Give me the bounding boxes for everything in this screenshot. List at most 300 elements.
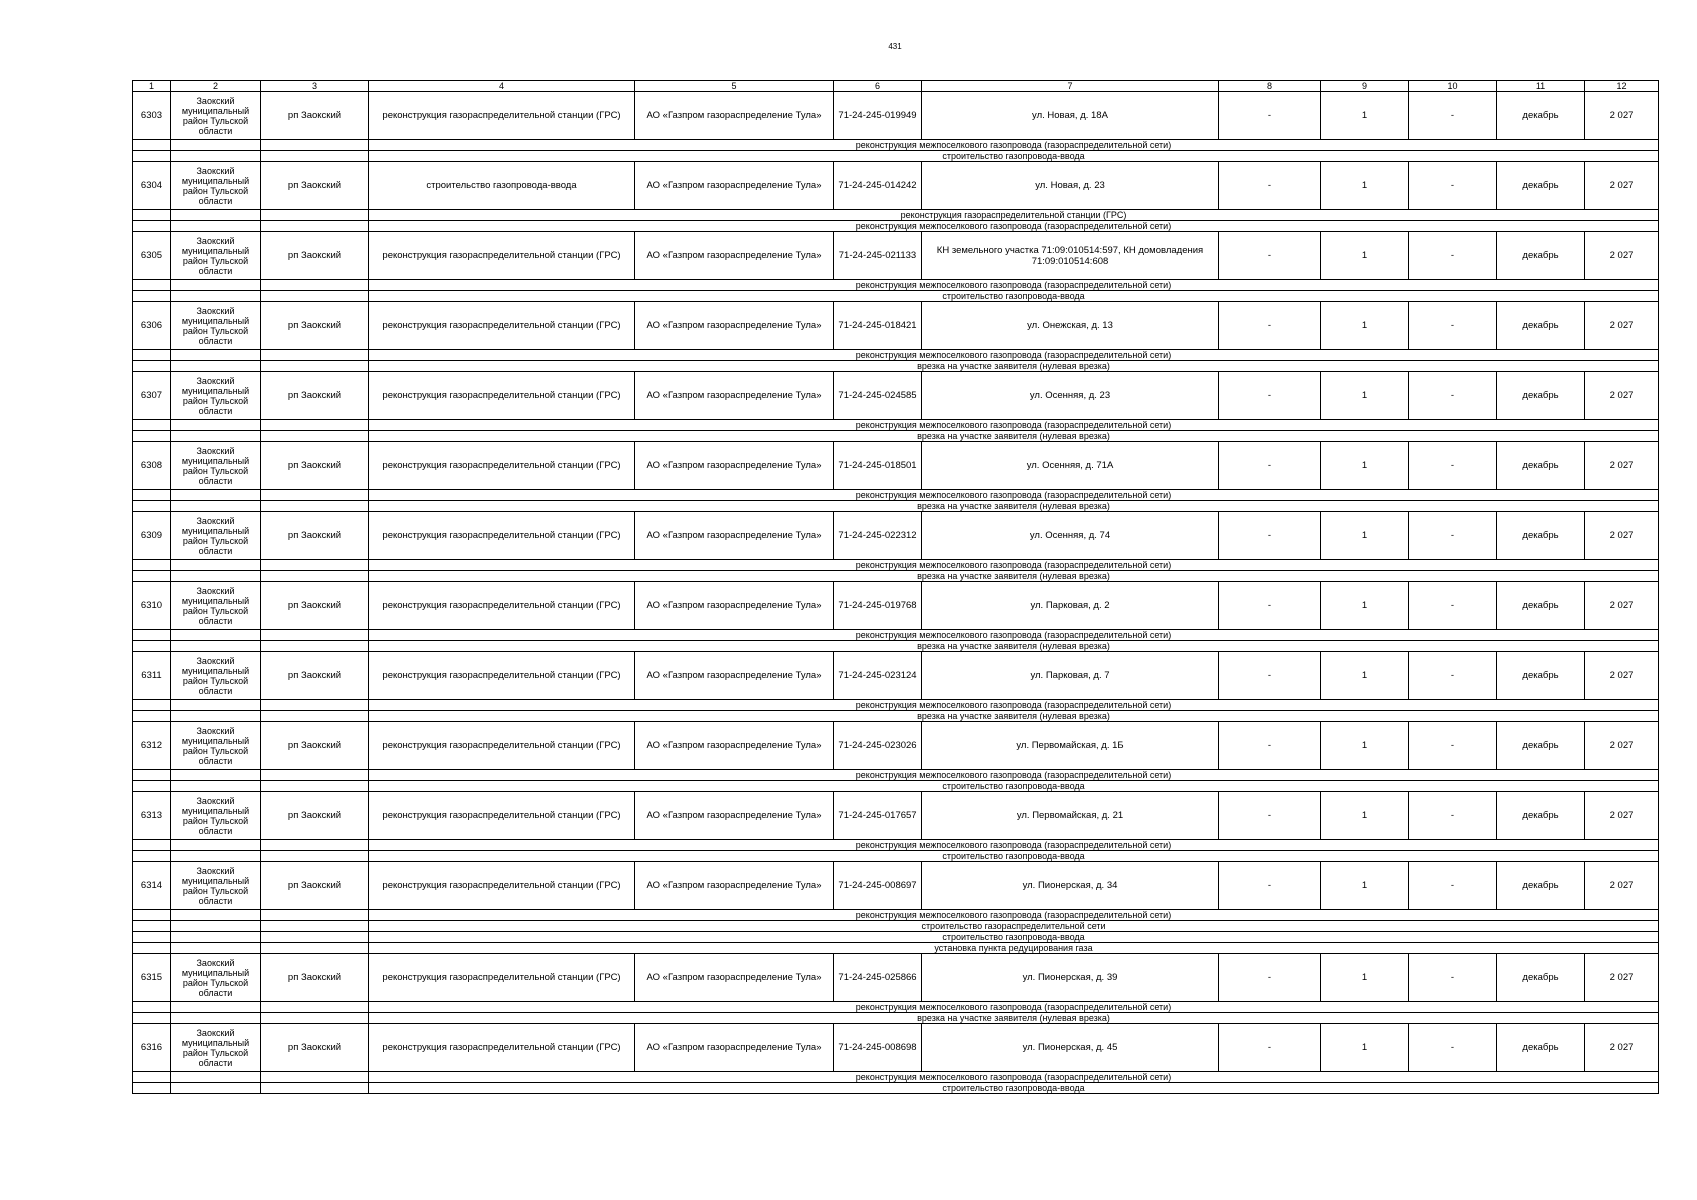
year-cell: 2 027 — [1585, 582, 1659, 630]
col9-cell: 1 — [1321, 302, 1409, 350]
application-code-cell: 71-24-245-018501 — [834, 442, 922, 490]
subwork-blank-3 — [261, 140, 369, 151]
subwork-blank-2 — [171, 1072, 261, 1083]
month-cell: декабрь — [1497, 372, 1585, 420]
subwork-cell: реконструкция межпоселкового газопровода (газораспределительной сети) — [369, 140, 1659, 151]
settlement-cell: рп Заокский — [261, 722, 369, 770]
subwork-cell: реконструкция межпоселкового газопровода (газораспределительной сети) — [369, 770, 1659, 781]
subwork-blank-2 — [171, 932, 261, 943]
subwork-blank-2 — [171, 501, 261, 512]
application-code-cell: 71-24-245-008697 — [834, 862, 922, 910]
entry-number-cell: 6304 — [133, 162, 171, 210]
subwork-row — [133, 501, 1659, 512]
settlement-cell: рп Заокский — [261, 582, 369, 630]
subwork-row — [133, 280, 1659, 291]
organization-cell: АО «Газпром газораспределение Тула» — [635, 792, 834, 840]
application-code-cell: 71-24-245-017657 — [834, 792, 922, 840]
year-cell: 2 027 — [1585, 792, 1659, 840]
year-cell: 2 027 — [1585, 232, 1659, 280]
organization-cell: АО «Газпром газораспределение Тула» — [635, 582, 834, 630]
entry-number-cell: 6305 — [133, 232, 171, 280]
subwork-blank-2 — [171, 921, 261, 932]
col8-cell: - — [1219, 862, 1321, 910]
organization-cell: АО «Газпром газораспределение Тула» — [635, 92, 834, 140]
col10-cell: - — [1409, 652, 1497, 700]
subwork-blank-2 — [171, 291, 261, 302]
month-cell: декабрь — [1497, 792, 1585, 840]
col10-cell: - — [1409, 162, 1497, 210]
subwork-blank-3 — [261, 291, 369, 302]
subwork-blank-3 — [261, 932, 369, 943]
district-cell: Заокский муниципальный район Тульской области — [171, 302, 261, 350]
year-cell: 2 027 — [1585, 442, 1659, 490]
year-cell: 2 027 — [1585, 302, 1659, 350]
subwork-cell: реконструкция межпоселкового газопровода (газораспределительной сети) — [369, 420, 1659, 431]
subwork-blank-2 — [171, 420, 261, 431]
subwork-blank-3 — [261, 840, 369, 851]
col9-cell: 1 — [1321, 954, 1409, 1002]
subwork-blank-1 — [133, 560, 171, 571]
application-code-cell: 71-24-245-019768 — [834, 582, 922, 630]
subwork-blank-3 — [261, 431, 369, 442]
subwork-cell: строительство газопровода-ввода — [369, 851, 1659, 862]
work-type-cell: реконструкция газораспределительной станции (ГРС) — [369, 722, 635, 770]
col-header-10: 10 — [1409, 81, 1497, 92]
settlement-cell: рп Заокский — [261, 302, 369, 350]
subwork-blank-3 — [261, 1083, 369, 1094]
header-row — [133, 81, 1659, 92]
subwork-cell: врезка на участке заявителя (нулевая врезка) — [369, 641, 1659, 652]
subwork-blank-2 — [171, 280, 261, 291]
subwork-blank-1 — [133, 700, 171, 711]
subwork-cell: строительство газопровода-ввода — [369, 781, 1659, 792]
col8-cell: - — [1219, 652, 1321, 700]
organization-cell: АО «Газпром газораспределение Тула» — [635, 954, 834, 1002]
col9-cell: 1 — [1321, 792, 1409, 840]
subwork-row — [133, 490, 1659, 501]
entry-number-cell: 6308 — [133, 442, 171, 490]
col-header-1: 1 — [133, 81, 171, 92]
subwork-blank-3 — [261, 501, 369, 512]
subwork-blank-1 — [133, 1002, 171, 1013]
settlement-cell: рп Заокский — [261, 1024, 369, 1072]
subwork-blank-1 — [133, 420, 171, 431]
organization-cell: АО «Газпром газораспределение Тула» — [635, 1024, 834, 1072]
subwork-blank-1 — [133, 851, 171, 862]
year-cell: 2 027 — [1585, 162, 1659, 210]
table-row — [133, 302, 1659, 350]
district-cell: Заокский муниципальный район Тульской области — [171, 512, 261, 560]
table-row — [133, 862, 1659, 910]
subwork-cell: врезка на участке заявителя (нулевая врезка) — [369, 501, 1659, 512]
month-cell: декабрь — [1497, 92, 1585, 140]
district-cell: Заокский муниципальный район Тульской области — [171, 162, 261, 210]
col8-cell: - — [1219, 512, 1321, 560]
organization-cell: АО «Газпром газораспределение Тула» — [635, 442, 834, 490]
subwork-cell: строительство газопровода-ввода — [369, 291, 1659, 302]
col-header-3: 3 — [261, 81, 369, 92]
col8-cell: - — [1219, 92, 1321, 140]
col10-cell: - — [1409, 442, 1497, 490]
subwork-blank-1 — [133, 840, 171, 851]
subwork-cell: реконструкция межпоселкового газопровода (газораспределительной сети) — [369, 221, 1659, 232]
address-cell: ул. Новая, д. 18А — [922, 92, 1219, 140]
subwork-blank-1 — [133, 431, 171, 442]
subwork-cell: врезка на участке заявителя (нулевая врезка) — [369, 361, 1659, 372]
address-cell: ул. Парковая, д. 7 — [922, 652, 1219, 700]
subwork-blank-3 — [261, 280, 369, 291]
table-row — [133, 442, 1659, 490]
subwork-row — [133, 840, 1659, 851]
address-cell: ул. Новая, д. 23 — [922, 162, 1219, 210]
subwork-blank-2 — [171, 571, 261, 582]
subwork-cell: строительство газопровода-ввода — [369, 932, 1659, 943]
col8-cell: - — [1219, 954, 1321, 1002]
entry-number-cell: 6310 — [133, 582, 171, 630]
work-type-cell: реконструкция газораспределительной станции (ГРС) — [369, 232, 635, 280]
subwork-blank-3 — [261, 490, 369, 501]
subwork-blank-1 — [133, 571, 171, 582]
col9-cell: 1 — [1321, 582, 1409, 630]
subwork-row — [133, 1002, 1659, 1013]
subwork-blank-1 — [133, 711, 171, 722]
settlement-cell: рп Заокский — [261, 792, 369, 840]
subwork-blank-1 — [133, 361, 171, 372]
col9-cell: 1 — [1321, 372, 1409, 420]
subwork-blank-2 — [171, 151, 261, 162]
subwork-cell: реконструкция межпоселкового газопровода (газораспределительной сети) — [369, 350, 1659, 361]
district-cell: Заокский муниципальный район Тульской области — [171, 582, 261, 630]
month-cell: декабрь — [1497, 442, 1585, 490]
subwork-blank-2 — [171, 361, 261, 372]
subwork-blank-3 — [261, 1013, 369, 1024]
subwork-blank-3 — [261, 851, 369, 862]
subwork-row — [133, 291, 1659, 302]
subwork-blank-2 — [171, 350, 261, 361]
subwork-blank-1 — [133, 910, 171, 921]
subwork-row — [133, 221, 1659, 232]
page-number: 431 — [888, 42, 902, 51]
subwork-blank-1 — [133, 221, 171, 232]
settlement-cell: рп Заокский — [261, 372, 369, 420]
subwork-blank-1 — [133, 943, 171, 954]
month-cell: декабрь — [1497, 232, 1585, 280]
subwork-blank-2 — [171, 770, 261, 781]
table-row — [133, 954, 1659, 1002]
subwork-row — [133, 641, 1659, 652]
subwork-row — [133, 851, 1659, 862]
subwork-cell: реконструкция межпоселкового газопровода (газораспределительной сети) — [369, 490, 1659, 501]
subwork-row — [133, 630, 1659, 641]
entry-number-cell: 6309 — [133, 512, 171, 560]
col9-cell: 1 — [1321, 512, 1409, 560]
organization-cell: АО «Газпром газораспределение Тула» — [635, 722, 834, 770]
subwork-row — [133, 700, 1659, 711]
subwork-blank-2 — [171, 630, 261, 641]
entry-number-cell: 6307 — [133, 372, 171, 420]
subwork-blank-2 — [171, 711, 261, 722]
col8-cell: - — [1219, 442, 1321, 490]
address-cell: ул. Парковая, д. 2 — [922, 582, 1219, 630]
subwork-blank-1 — [133, 641, 171, 652]
organization-cell: АО «Газпром газораспределение Тула» — [635, 162, 834, 210]
subwork-blank-2 — [171, 1013, 261, 1024]
subwork-blank-2 — [171, 851, 261, 862]
subwork-cell: реконструкция межпоселкового газопровода (газораспределительной сети) — [369, 560, 1659, 571]
subwork-blank-3 — [261, 943, 369, 954]
col8-cell: - — [1219, 372, 1321, 420]
address-cell: ул. Первомайская, д. 1Б — [922, 722, 1219, 770]
table-row — [133, 582, 1659, 630]
application-code-cell: 71-24-245-018421 — [834, 302, 922, 350]
entry-number-cell: 6312 — [133, 722, 171, 770]
subwork-row — [133, 943, 1659, 954]
subwork-blank-3 — [261, 560, 369, 571]
col10-cell: - — [1409, 954, 1497, 1002]
col8-cell: - — [1219, 232, 1321, 280]
subwork-cell: врезка на участке заявителя (нулевая врезка) — [369, 431, 1659, 442]
subwork-blank-3 — [261, 221, 369, 232]
month-cell: декабрь — [1497, 512, 1585, 560]
application-code-cell: 71-24-245-022312 — [834, 512, 922, 560]
subwork-blank-1 — [133, 781, 171, 792]
col10-cell: - — [1409, 92, 1497, 140]
application-code-cell: 71-24-245-023124 — [834, 652, 922, 700]
table-row — [133, 372, 1659, 420]
col8-cell: - — [1219, 792, 1321, 840]
col9-cell: 1 — [1321, 232, 1409, 280]
entry-number-cell: 6306 — [133, 302, 171, 350]
col8-cell: - — [1219, 1024, 1321, 1072]
address-cell: ул. Пионерская, д. 34 — [922, 862, 1219, 910]
address-cell: ул. Пионерская, д. 45 — [922, 1024, 1219, 1072]
year-cell: 2 027 — [1585, 652, 1659, 700]
subwork-blank-1 — [133, 210, 171, 221]
col-header-5: 5 — [635, 81, 834, 92]
subwork-row — [133, 781, 1659, 792]
subwork-row — [133, 350, 1659, 361]
subwork-cell: врезка на участке заявителя (нулевая врезка) — [369, 571, 1659, 582]
subwork-cell: реконструкция газораспределительной станции (ГРС) — [369, 210, 1659, 221]
entry-number-cell: 6313 — [133, 792, 171, 840]
subwork-row — [133, 571, 1659, 582]
subwork-row — [133, 151, 1659, 162]
col8-cell: - — [1219, 582, 1321, 630]
subwork-row — [133, 431, 1659, 442]
subwork-blank-1 — [133, 630, 171, 641]
col-header-8: 8 — [1219, 81, 1321, 92]
year-cell: 2 027 — [1585, 1024, 1659, 1072]
col-header-11: 11 — [1497, 81, 1585, 92]
month-cell: декабрь — [1497, 582, 1585, 630]
work-type-cell: реконструкция газораспределительной станции (ГРС) — [369, 92, 635, 140]
subwork-blank-3 — [261, 910, 369, 921]
month-cell: декабрь — [1497, 1024, 1585, 1072]
subwork-blank-2 — [171, 641, 261, 652]
work-type-cell: реконструкция газораспределительной станции (ГРС) — [369, 862, 635, 910]
work-type-cell: реконструкция газораспределительной станции (ГРС) — [369, 512, 635, 560]
subwork-row — [133, 910, 1659, 921]
col9-cell: 1 — [1321, 442, 1409, 490]
district-cell: Заокский муниципальный район Тульской области — [171, 722, 261, 770]
address-cell: ул. Первомайская, д. 21 — [922, 792, 1219, 840]
subwork-row — [133, 932, 1659, 943]
address-cell: ул. Осенняя, д. 74 — [922, 512, 1219, 560]
subwork-blank-3 — [261, 350, 369, 361]
month-cell: декабрь — [1497, 162, 1585, 210]
application-code-cell: 71-24-245-025866 — [834, 954, 922, 1002]
table-row — [133, 652, 1659, 700]
subwork-row — [133, 1013, 1659, 1024]
col10-cell: - — [1409, 582, 1497, 630]
month-cell: декабрь — [1497, 722, 1585, 770]
subwork-blank-1 — [133, 490, 171, 501]
col9-cell: 1 — [1321, 862, 1409, 910]
subwork-blank-2 — [171, 840, 261, 851]
subwork-blank-2 — [171, 210, 261, 221]
col10-cell: - — [1409, 792, 1497, 840]
col10-cell: - — [1409, 302, 1497, 350]
table-row — [133, 232, 1659, 280]
settlement-cell: рп Заокский — [261, 652, 369, 700]
month-cell: декабрь — [1497, 652, 1585, 700]
subwork-blank-1 — [133, 151, 171, 162]
subwork-blank-2 — [171, 221, 261, 232]
subwork-cell: врезка на участке заявителя (нулевая врезка) — [369, 1013, 1659, 1024]
organization-cell: АО «Газпром газораспределение Тула» — [635, 652, 834, 700]
table-body — [133, 81, 1659, 1094]
organization-cell: АО «Газпром газораспределение Тула» — [635, 232, 834, 280]
address-cell: ул. Пионерская, д. 39 — [922, 954, 1219, 1002]
organization-cell: АО «Газпром газораспределение Тула» — [635, 862, 834, 910]
subwork-row — [133, 1083, 1659, 1094]
entry-number-cell: 6311 — [133, 652, 171, 700]
col10-cell: - — [1409, 372, 1497, 420]
district-cell: Заокский муниципальный район Тульской области — [171, 862, 261, 910]
work-type-cell: реконструкция газораспределительной станции (ГРС) — [369, 1024, 635, 1072]
year-cell: 2 027 — [1585, 512, 1659, 560]
subwork-cell: врезка на участке заявителя (нулевая врезка) — [369, 711, 1659, 722]
col-header-9: 9 — [1321, 81, 1409, 92]
subwork-blank-2 — [171, 700, 261, 711]
table-row — [133, 162, 1659, 210]
subwork-blank-3 — [261, 210, 369, 221]
organization-cell: АО «Газпром газораспределение Тула» — [635, 512, 834, 560]
district-cell: Заокский муниципальный район Тульской области — [171, 954, 261, 1002]
application-code-cell: 71-24-245-019949 — [834, 92, 922, 140]
table-row — [133, 512, 1659, 560]
district-cell: Заокский муниципальный район Тульской области — [171, 1024, 261, 1072]
settlement-cell: рп Заокский — [261, 512, 369, 560]
subwork-blank-3 — [261, 781, 369, 792]
subwork-blank-2 — [171, 490, 261, 501]
subwork-row — [133, 711, 1659, 722]
subwork-blank-2 — [171, 1002, 261, 1013]
address-cell: КН земельного участка 71:09:010514:597, КН домовладения 71:09:010514:608 — [922, 232, 1219, 280]
subwork-blank-2 — [171, 1083, 261, 1094]
work-type-cell: реконструкция газораспределительной станции (ГРС) — [369, 792, 635, 840]
address-cell: ул. Осенняя, д. 23 — [922, 372, 1219, 420]
organization-cell: АО «Газпром газораспределение Тула» — [635, 302, 834, 350]
col10-cell: - — [1409, 722, 1497, 770]
subwork-blank-3 — [261, 921, 369, 932]
subwork-blank-3 — [261, 151, 369, 162]
subwork-blank-1 — [133, 921, 171, 932]
col8-cell: - — [1219, 162, 1321, 210]
subwork-blank-2 — [171, 781, 261, 792]
subwork-blank-3 — [261, 700, 369, 711]
subwork-cell: реконструкция межпоселкового газопровода (газораспределительной сети) — [369, 1072, 1659, 1083]
work-type-cell: реконструкция газораспределительной станции (ГРС) — [369, 372, 635, 420]
settlement-cell: рп Заокский — [261, 862, 369, 910]
subwork-row — [133, 420, 1659, 431]
subwork-blank-3 — [261, 630, 369, 641]
col10-cell: - — [1409, 512, 1497, 560]
entry-number-cell: 6316 — [133, 1024, 171, 1072]
subwork-blank-1 — [133, 291, 171, 302]
subwork-blank-3 — [261, 420, 369, 431]
subwork-cell: строительство газопровода-ввода — [369, 151, 1659, 162]
year-cell: 2 027 — [1585, 954, 1659, 1002]
col9-cell: 1 — [1321, 652, 1409, 700]
subwork-blank-1 — [133, 932, 171, 943]
subwork-blank-2 — [171, 140, 261, 151]
col-header-4: 4 — [369, 81, 635, 92]
application-code-cell: 71-24-245-024585 — [834, 372, 922, 420]
col-header-6: 6 — [834, 81, 922, 92]
subwork-cell: строительство газопровода-ввода — [369, 1083, 1659, 1094]
subwork-cell: реконструкция межпоселкового газопровода (газораспределительной сети) — [369, 700, 1659, 711]
col8-cell: - — [1219, 722, 1321, 770]
col-header-7: 7 — [922, 81, 1219, 92]
work-type-cell: реконструкция газораспределительной станции (ГРС) — [369, 442, 635, 490]
subwork-blank-3 — [261, 571, 369, 582]
settlement-cell: рп Заокский — [261, 92, 369, 140]
subwork-row — [133, 361, 1659, 372]
subwork-blank-1 — [133, 280, 171, 291]
subwork-cell: реконструкция межпоселкового газопровода (газораспределительной сети) — [369, 840, 1659, 851]
district-cell: Заокский муниципальный район Тульской области — [171, 652, 261, 700]
col9-cell: 1 — [1321, 162, 1409, 210]
gasification-table — [132, 80, 1659, 1094]
subwork-blank-3 — [261, 1072, 369, 1083]
subwork-blank-3 — [261, 361, 369, 372]
subwork-row — [133, 770, 1659, 781]
subwork-blank-3 — [261, 1002, 369, 1013]
subwork-blank-2 — [171, 560, 261, 571]
table-row — [133, 1024, 1659, 1072]
subwork-blank-1 — [133, 770, 171, 781]
subwork-blank-1 — [133, 1072, 171, 1083]
work-type-cell: реконструкция газораспределительной станции (ГРС) — [369, 652, 635, 700]
district-cell: Заокский муниципальный район Тульской области — [171, 442, 261, 490]
col-header-2: 2 — [171, 81, 261, 92]
col9-cell: 1 — [1321, 92, 1409, 140]
address-cell: ул. Онежская, д. 13 — [922, 302, 1219, 350]
subwork-blank-3 — [261, 770, 369, 781]
subwork-blank-2 — [171, 431, 261, 442]
col10-cell: - — [1409, 1024, 1497, 1072]
application-code-cell: 71-24-245-014242 — [834, 162, 922, 210]
subwork-blank-1 — [133, 501, 171, 512]
entry-number-cell: 6314 — [133, 862, 171, 910]
year-cell: 2 027 — [1585, 722, 1659, 770]
settlement-cell: рп Заокский — [261, 954, 369, 1002]
subwork-blank-3 — [261, 711, 369, 722]
subwork-blank-2 — [171, 943, 261, 954]
month-cell: декабрь — [1497, 954, 1585, 1002]
col10-cell: - — [1409, 232, 1497, 280]
